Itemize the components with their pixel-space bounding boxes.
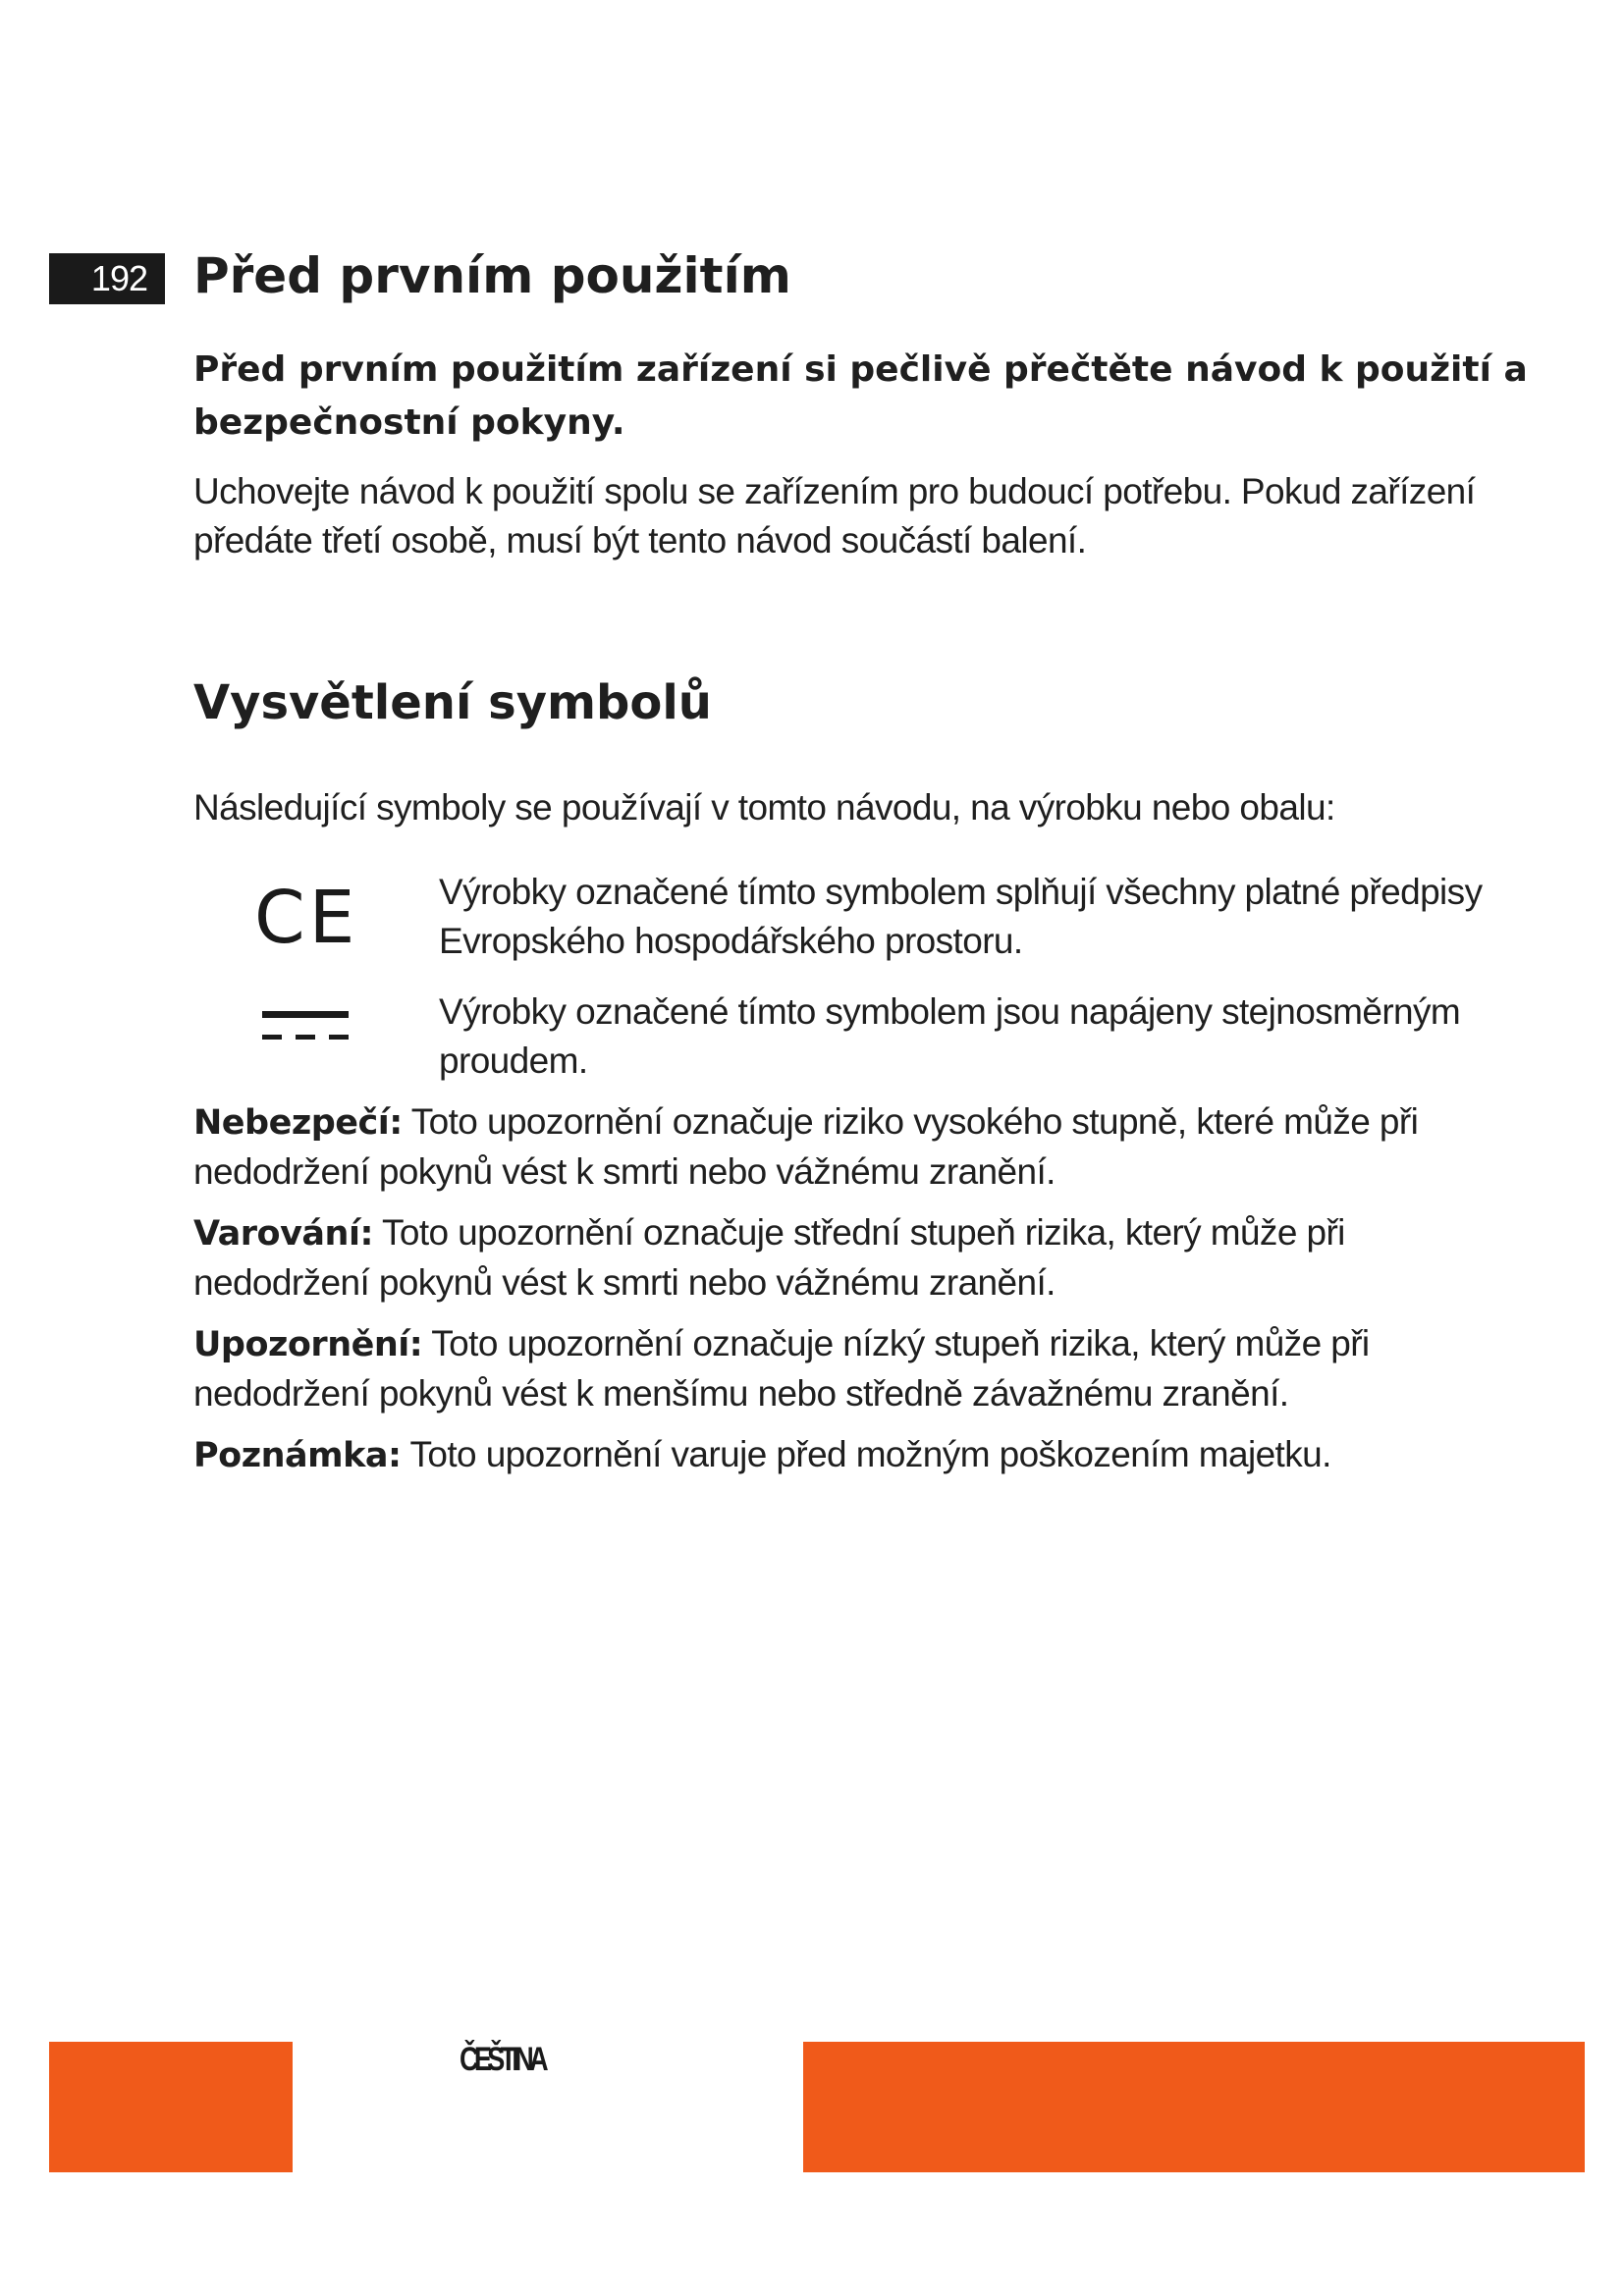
warning-label: Upozornění: xyxy=(193,1325,423,1364)
section-title-first-use: Před prvním použitím xyxy=(193,247,791,304)
dc-dashed-line xyxy=(262,1035,349,1040)
warning-note xyxy=(193,1430,1529,1480)
keep-manual-paragraph: Uchovejte návod k použití spolu se zařízením pro budoucí potřebu. Pokud zařízení předáte třetí osobě, musí být tento návod součástí balení. xyxy=(193,471,1476,561)
warning-caution xyxy=(193,1208,1529,1308)
direct-current-icon xyxy=(193,988,439,1086)
symbol-row-ce xyxy=(193,868,1529,966)
warning-text: Toto upozornění označuje střední stupeň rizika, který může při nedodržení pokynů vést k smrti nebo vážnému zranění. xyxy=(193,1212,1345,1303)
footer-accent-left xyxy=(49,2042,293,2172)
warning-text: Toto upozornění označuje nízký stupeň rizika, který může při nedodržení pokynů vést k menšímu nebo středně závažnému zranění. xyxy=(193,1323,1370,1414)
warning-notice xyxy=(193,1319,1529,1418)
warning-text: Toto upozornění označuje riziko vysokého stupně, které může při nedodržení pokynů vést k smrti nebo vážnému zranění. xyxy=(193,1101,1419,1192)
symbol-description-ce: Výrobky označené tímto symbolem splňují všechny platné předpisy Evropského hospodářského prostoru. xyxy=(439,872,1483,961)
warning-label: Nebezpečí: xyxy=(193,1103,403,1143)
dc-solid-line xyxy=(262,1011,349,1018)
symbol-row-dc xyxy=(193,988,1529,1086)
warning-label: Varování: xyxy=(193,1214,373,1254)
section-title-symbols: Vysvětlení symbolů xyxy=(193,675,712,730)
warning-text: Toto upozornění varuje před možným poškozením majetku. xyxy=(409,1434,1331,1474)
page-number: 192 xyxy=(49,253,165,304)
warning-label: Poznámka: xyxy=(193,1436,402,1475)
symbols-intro: Následující symboly se používají v tomto návodu, na výrobku nebo obalu: xyxy=(193,787,1335,828)
symbol-description-dc: Výrobky označené tímto symbolem jsou napájeny stejnosměrným proudem. xyxy=(439,991,1461,1081)
lead-instruction: Před prvním použitím zařízení si pečlivě přečtěte návod k použití a bezpečnostní pokyny. xyxy=(193,349,1528,443)
warning-danger xyxy=(193,1097,1529,1197)
ce-mark-icon xyxy=(193,868,439,966)
footer-accent-right xyxy=(803,2042,1585,2172)
ce-mark-glyph: CE xyxy=(254,876,359,960)
footer-language-label: ČEŠTINA xyxy=(460,2041,544,2078)
page-content xyxy=(193,344,1529,1480)
